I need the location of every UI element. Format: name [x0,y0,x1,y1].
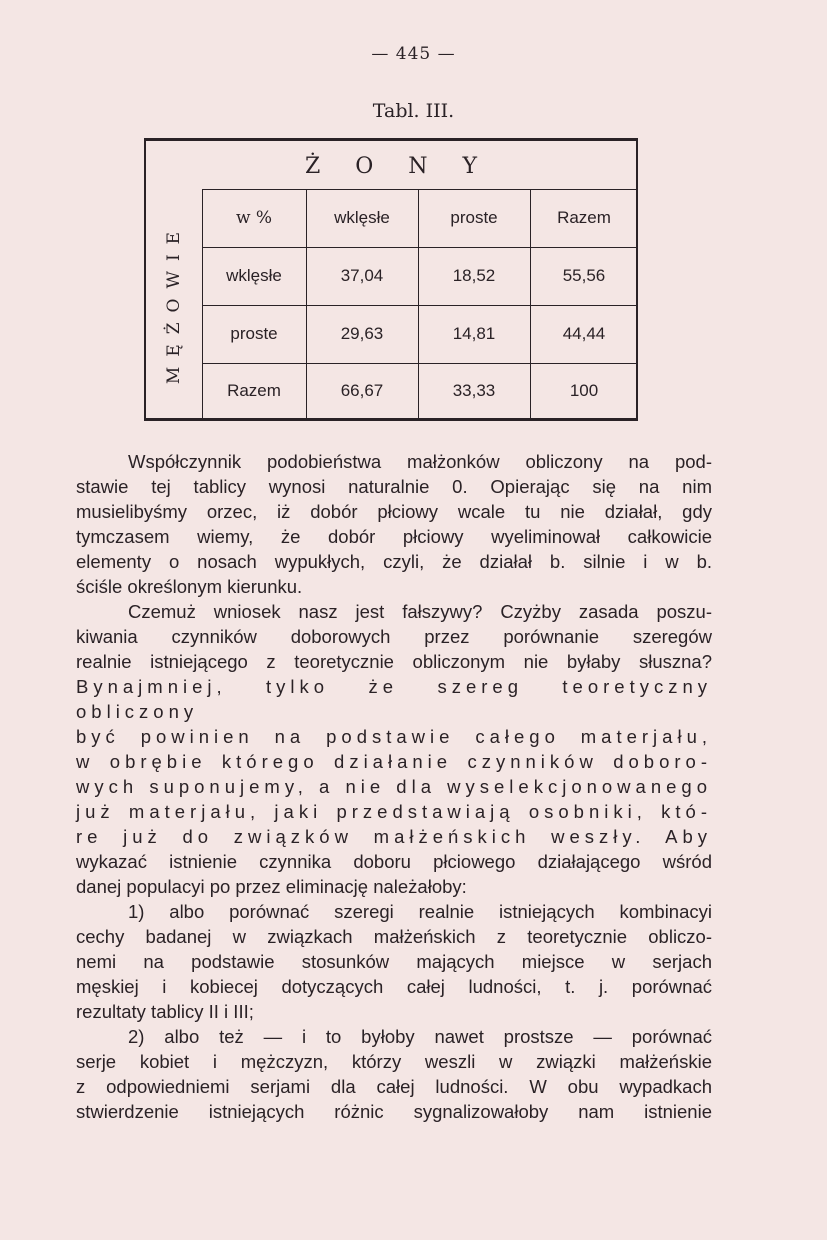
table-cell: 55,56 [562,266,606,285]
text-line: Współczynnik podobieństwa małżonków obliczony na pod- [128,451,712,472]
table-title: Tabl. III. [372,100,455,122]
text-line: 1) albo porównać szeregi realnie istniejących kombinacyi [128,901,712,922]
text-line: z odpowiedniemi serjami dla całej ludności. W obu wypadkach [76,1076,712,1097]
text-line: serje kobiet i mężczyzn, którzy weszli w związki małżeńskie [76,1051,712,1072]
table-cell: 44,44 [562,324,606,343]
page-number: — 445 — [371,44,456,64]
text-line: wykazać istnienie czynnika doboru płciowego działającego wśród [76,851,712,872]
text-line: Bynajmniej, tylko że szereg teoretyczny obliczony [76,676,712,722]
table-cell: 100 [569,381,599,400]
corner-label: w % [235,208,273,228]
table-cell: 14,81 [452,324,496,343]
text-line: nemi na podstawie stosunków mających miejsce w serjach [76,951,712,972]
data-table [144,138,638,421]
text-line: kiwania czynników doborowych przez porównanie szeregów [76,626,712,647]
row-group-label: MĘŻOWIE [164,221,185,384]
text-line: już materjału, jaki przedstawiają osobniki, któ- [76,801,712,822]
row-header: Razem [227,381,281,400]
table-cell: 18,52 [452,266,496,285]
text-line: męskiej i kobiecej dotyczących całej ludności, t. j. porównać [76,976,712,997]
row-header: proste [230,324,278,343]
text-line: elementy o nosach wypukłych, czyli, że działał b. silnie i w b. [76,551,712,572]
text-line: ściśle określonym kierunku. [76,576,303,597]
column-header: wklęsłe [334,208,390,227]
text-line: realnie istniejącego z teoretycznie obliczonym nie byłaby słuszna? [76,651,712,672]
text-line: tymczasem wiemy, że dobór płciowy wyeliminował całkowicie [76,526,712,547]
text-line: rezultaty tablicy II i III; [76,1001,254,1022]
text-line: 2) albo też — i to byłoby nawet prostsze — porównać [128,1026,712,1047]
row-header: wklęsłe [226,266,282,285]
text-line: Czemuż wniosek nasz jest fałszywy? Czyżby zasada poszu- [128,601,712,622]
text-line: stawie tej tablicy wynosi naturalnie 0. Opierając się na nim [76,476,712,497]
body-text [76,449,712,1124]
text-line: cechy badanej w związkach małżeńskich z teoretycznie obliczo- [76,926,712,947]
row-group-header [146,187,202,418]
column-header: Razem [557,208,611,227]
column-header: proste [450,208,498,227]
column-group-header: Ż O N Y [304,154,492,179]
text-line: być powinien na podstawie całego materjału, [76,726,712,747]
table-cell: 66,67 [340,381,384,400]
text-line: stwierdzenie istniejących różnic sygnalizowałoby nam istnienie [76,1101,712,1122]
text-line: danej populacyi po przez eliminację należałoby: [76,876,467,897]
text-line: musielibyśmy orzec, iż dobór płciowy wcale tu nie działał, gdy [76,501,712,522]
text-line: re już do związków małżeńskich weszły. Aby [76,826,712,847]
text-line: wych suponujemy, a nie dla wyselekcjonowanego [76,776,712,797]
text-line: w obrębie którego działanie czynników doboro- [76,751,712,772]
table-cell: 29,63 [340,324,384,343]
table-cell: 33,33 [452,381,496,400]
table-cell: 37,04 [340,266,384,285]
